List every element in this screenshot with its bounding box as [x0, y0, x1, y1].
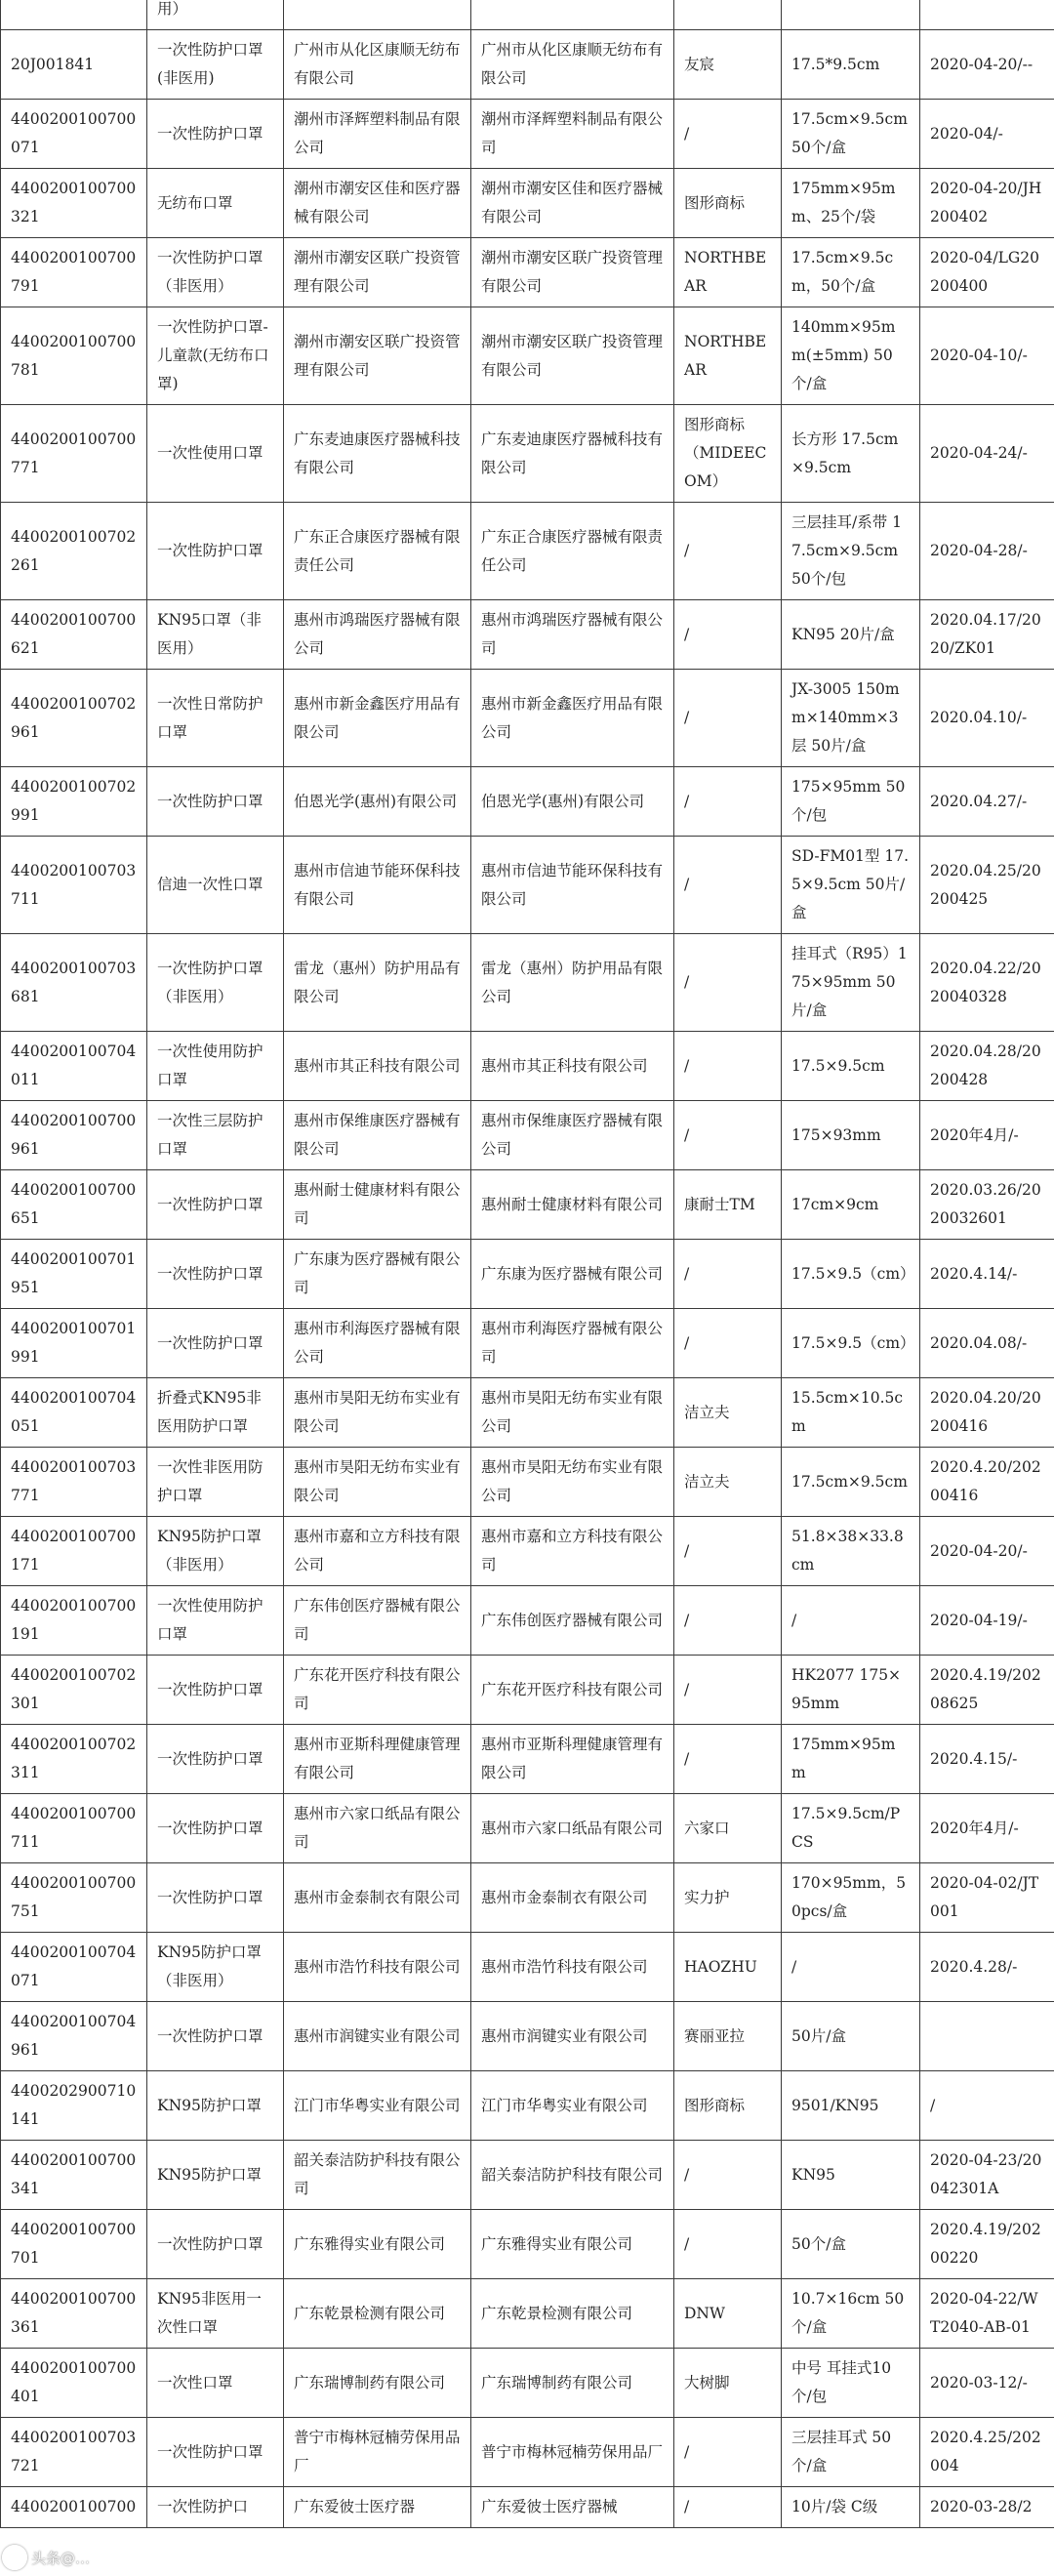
cell-manufacturer: 惠州耐士健康材料有限公司: [471, 1170, 674, 1240]
table-row: [1, 1378, 1054, 1448]
cell-specification: 10片/袋 C级: [782, 2487, 920, 2528]
cell-specification: 175mm×95mm: [782, 1725, 920, 1794]
cell-specification: 17.5cm×9.5cm: [782, 1448, 920, 1517]
cell-production-date-batch: 2020-04/LG20200400: [920, 238, 1054, 307]
cell-applicant: 广东正合康医疗器械有限责任公司: [284, 503, 471, 600]
cell-product-name: 一次性防护口罩: [147, 100, 284, 169]
table-row: [1, 1725, 1054, 1794]
table-row: [1, 169, 1054, 238]
cell-applicant: 惠州市金泰制衣有限公司: [284, 1863, 471, 1933]
cell-production-date-batch: 2020-04-23/20042301A: [920, 2141, 1054, 2210]
table-row: [1, 934, 1054, 1032]
cell-registration-number: 4400200100700361: [1, 2279, 147, 2349]
cell-registration-number: 4400200100700781: [1, 307, 147, 405]
cell-production-date-batch: 2020-03-28/2: [920, 2487, 1054, 2528]
cell-registration-number: 4400200100704071: [1, 1933, 147, 2002]
cell-applicant: 潮州市潮安区联广投资管理有限公司: [284, 238, 471, 307]
cell-trademark: /: [674, 503, 782, 600]
cell-specification: 中号 耳挂式10个/包: [782, 2349, 920, 2418]
cell-specification: 9501/KN95: [782, 2071, 920, 2141]
cell-trademark: /: [674, 934, 782, 1032]
cell-applicant: 惠州耐士健康材料有限公司: [284, 1170, 471, 1240]
cell-specification: 挂耳式（R95）175×95mm 50片/盒: [782, 934, 920, 1032]
cell-registration-number: 4400200100700: [1, 2487, 147, 2528]
cell-production-date-batch: 2020.4.15/-: [920, 1725, 1054, 1794]
cell-product-name: 一次性日常防护口罩: [147, 670, 284, 767]
cell-trademark: HAOZHU: [674, 1933, 782, 2002]
cell-production-date-batch: 2020-04/-: [920, 100, 1054, 169]
cell-manufacturer: 惠州市六家口纸品有限公司: [471, 1794, 674, 1863]
cell-product-name: 一次性防护口罩: [147, 1170, 284, 1240]
cell-registration-number: 4400200100700191: [1, 1586, 147, 1656]
cell-product-name: 信迪一次性口罩: [147, 837, 284, 934]
watermark: [2, 2543, 148, 2572]
cell-trademark: 六家口: [674, 1794, 782, 1863]
cell-applicant: 惠州市昊阳无纺布实业有限公司: [284, 1448, 471, 1517]
cell-specification: KN95 20片/盒: [782, 600, 920, 670]
table-row: [1, 1586, 1054, 1656]
cell-registration-number: 4400200100700341: [1, 2141, 147, 2210]
cell-manufacturer: 雷龙（惠州）防护用品有限公司: [471, 934, 674, 1032]
cell-applicant: 广东麦迪康医疗器械科技有限公司: [284, 405, 471, 503]
cell-registration-number: 4400200100700961: [1, 1101, 147, 1170]
cell-production-date-batch: 2020.04.20/20200416: [920, 1378, 1054, 1448]
cell-product-name: 一次性防护口罩(非医用): [147, 30, 284, 100]
cell-product-name: 一次性防护口罩: [147, 767, 284, 837]
cell-production-date-batch: 2020.4.19/20208625: [920, 1656, 1054, 1725]
cell-product-name: KN95防护口罩: [147, 2071, 284, 2141]
cell-production-date-batch: 2020-04-28/-: [920, 503, 1054, 600]
cell-production-date-batch: 2020-04-22/WT2040-AB-01: [920, 2279, 1054, 2349]
cell-specification: 175×95mm 50个/包: [782, 767, 920, 837]
cell-applicant: [284, 0, 471, 30]
cell-applicant: 惠州市六家口纸品有限公司: [284, 1794, 471, 1863]
cell-trademark: [674, 0, 782, 30]
cell-product-name: 一次性防护口罩: [147, 1725, 284, 1794]
cell-product-name: 一次性使用防护口罩: [147, 1586, 284, 1656]
cell-registration-number: 4400200100700621: [1, 600, 147, 670]
cell-product-name: 一次性防护口罩: [147, 503, 284, 600]
table-row: [1, 2487, 1054, 2528]
cell-trademark: 洁立夫: [674, 1448, 782, 1517]
cell-product-name: 一次性防护口罩: [147, 1309, 284, 1378]
cell-registration-number: 4400200100704961: [1, 2002, 147, 2071]
table-row: [1, 2418, 1054, 2487]
table-row: [1, 670, 1054, 767]
cell-production-date-batch: 2020年4月/-: [920, 1794, 1054, 1863]
cell-registration-number: 4400200100702961: [1, 670, 147, 767]
cell-manufacturer: 广州市从化区康顺无纺布有限公司: [471, 30, 674, 100]
cell-manufacturer: 江门市华粤实业有限公司: [471, 2071, 674, 2141]
cell-manufacturer: 惠州市亚斯科理健康管理有限公司: [471, 1725, 674, 1794]
cell-trademark: DNW: [674, 2279, 782, 2349]
cell-manufacturer: 广东正合康医疗器械有限责任公司: [471, 503, 674, 600]
cell-applicant: 雷龙（惠州）防护用品有限公司: [284, 934, 471, 1032]
table-row: [1, 503, 1054, 600]
cell-specification: 三层挂耳式 50个/盒: [782, 2418, 920, 2487]
cell-product-name: KN95防护口罩（非医用）: [147, 1517, 284, 1586]
table-row: [1, 767, 1054, 837]
cell-product-name: KN95防护口罩: [147, 2141, 284, 2210]
cell-trademark: 赛丽亚拉: [674, 2002, 782, 2071]
cell-trademark: /: [674, 1725, 782, 1794]
cell-specification: 17.5cm×9.5cm 50个/盒: [782, 100, 920, 169]
cell-applicant: 广东瑞博制药有限公司: [284, 2349, 471, 2418]
cell-registration-number: 4400200100700751: [1, 1863, 147, 1933]
cell-manufacturer: 潮州市潮安区佳和医疗器械有限公司: [471, 169, 674, 238]
table-row: [1, 1170, 1054, 1240]
cell-registration-number: 4400200100700711: [1, 1794, 147, 1863]
cell-product-name: 一次性防护口罩: [147, 2210, 284, 2279]
cell-manufacturer: 惠州市浩竹科技有限公司: [471, 1933, 674, 2002]
cell-manufacturer: 广东麦迪康医疗器械科技有限公司: [471, 405, 674, 503]
table-row: [1, 1101, 1054, 1170]
cell-specification: /: [782, 1586, 920, 1656]
cell-applicant: 惠州市昊阳无纺布实业有限公司: [284, 1378, 471, 1448]
table-row: [1, 1240, 1054, 1309]
cell-production-date-batch: 2020-04-24/-: [920, 405, 1054, 503]
cell-trademark: 大树脚: [674, 2349, 782, 2418]
cell-production-date-batch: [920, 2002, 1054, 2071]
cell-production-date-batch: 2020-04-02/JT001: [920, 1863, 1054, 1933]
cell-manufacturer: 广东花开医疗科技有限公司: [471, 1656, 674, 1725]
cell-applicant: 广东爱彼士医疗器: [284, 2487, 471, 2528]
table-row: [1, 1517, 1054, 1586]
cell-production-date-batch: 2020.4.25/202004: [920, 2418, 1054, 2487]
cell-production-date-batch: 2020.4.14/-: [920, 1240, 1054, 1309]
cell-product-name: 一次性三层防护口罩: [147, 1101, 284, 1170]
cell-applicant: 惠州市浩竹科技有限公司: [284, 1933, 471, 2002]
cell-manufacturer: 伯恩光学(惠州)有限公司: [471, 767, 674, 837]
cell-manufacturer: 惠州市其正科技有限公司: [471, 1032, 674, 1101]
cell-production-date-batch: 2020.04.27/-: [920, 767, 1054, 837]
cell-specification: SD-FM01型 17.5×9.5cm 50片/盒: [782, 837, 920, 934]
cell-applicant: 惠州市润键实业有限公司: [284, 2002, 471, 2071]
cell-applicant: 惠州市保维康医疗器械有限公司: [284, 1101, 471, 1170]
cell-trademark: 图形商标（MIDEECOM）: [674, 405, 782, 503]
cell-production-date-batch: 2020-04-20/--: [920, 30, 1054, 100]
cell-specification: 50个/盒: [782, 2210, 920, 2279]
cell-product-name: 一次性防护口罩-儿童款(无纺布口罩): [147, 307, 284, 405]
cell-applicant: 广东雅得实业有限公司: [284, 2210, 471, 2279]
cell-specification: 170×95mm，50pcs/盒: [782, 1863, 920, 1933]
cell-registration-number: 4400200100700701: [1, 2210, 147, 2279]
cell-applicant: 江门市华粤实业有限公司: [284, 2071, 471, 2141]
cell-trademark: /: [674, 670, 782, 767]
cell-registration-number: 4400200100703681: [1, 934, 147, 1032]
cell-trademark: /: [674, 1656, 782, 1725]
cell-production-date-batch: 2020-04-19/-: [920, 1586, 1054, 1656]
cell-specification: 17cm×9cm: [782, 1170, 920, 1240]
cell-manufacturer: 惠州市鸿瑞医疗器械有限公司: [471, 600, 674, 670]
cell-trademark: 实力护: [674, 1863, 782, 1933]
cell-product-name: 一次性防护口罩: [147, 1794, 284, 1863]
cell-registration-number: 4400200100702991: [1, 767, 147, 837]
table-row: [1, 2349, 1054, 2418]
cell-specification: [782, 0, 920, 30]
table-row: [1, 2071, 1054, 2141]
cell-product-name: KN95口罩（非医用）: [147, 600, 284, 670]
cell-production-date-batch: 2020.04.28/20200428: [920, 1032, 1054, 1101]
cell-applicant: 广东伟创医疗器械有限公司: [284, 1586, 471, 1656]
cell-manufacturer: 惠州市昊阳无纺布实业有限公司: [471, 1378, 674, 1448]
cell-trademark: /: [674, 1240, 782, 1309]
cell-product-name: 一次性非医用防护口罩: [147, 1448, 284, 1517]
cell-applicant: 韶关泰洁防护科技有限公司: [284, 2141, 471, 2210]
cell-product-name: 一次性防护口罩（非医用）: [147, 934, 284, 1032]
cell-registration-number: 4400200100700771: [1, 405, 147, 503]
cell-manufacturer: 广东康为医疗器械有限公司: [471, 1240, 674, 1309]
cell-registration-number: 4400200100704011: [1, 1032, 147, 1101]
cell-manufacturer: 韶关泰洁防护科技有限公司: [471, 2141, 674, 2210]
watermark-logo-icon: [2, 2545, 27, 2570]
cell-applicant: 潮州市潮安区佳和医疗器械有限公司: [284, 169, 471, 238]
cell-manufacturer: 惠州市昊阳无纺布实业有限公司: [471, 1448, 674, 1517]
cell-specification: 17.5×9.5cm/PCS: [782, 1794, 920, 1863]
cell-applicant: 广东乾景检测有限公司: [284, 2279, 471, 2349]
cell-trademark: 洁立夫: [674, 1378, 782, 1448]
cell-manufacturer: 潮州市潮安区联广投资管理有限公司: [471, 238, 674, 307]
cell-registration-number: 4400200100703771: [1, 1448, 147, 1517]
table-row: [1, 0, 1054, 30]
cell-applicant: 普宁市梅林冠楠劳保用品厂: [284, 2418, 471, 2487]
cell-specification: HK2077 175×95mm: [782, 1656, 920, 1725]
cell-applicant: 伯恩光学(惠州)有限公司: [284, 767, 471, 837]
cell-trademark: NORTHBEAR: [674, 238, 782, 307]
cell-trademark: 图形商标: [674, 2071, 782, 2141]
table-body: [1, 0, 1054, 2528]
table-row: [1, 1933, 1054, 2002]
cell-specification: 51.8×38×33.8cm: [782, 1517, 920, 1586]
cell-specification: 15.5cm×10.5cm: [782, 1378, 920, 1448]
cell-manufacturer: 普宁市梅林冠楠劳保用品厂: [471, 2418, 674, 2487]
cell-applicant: 潮州市潮安区联广投资管理有限公司: [284, 307, 471, 405]
cell-registration-number: 4400200100700791: [1, 238, 147, 307]
cell-specification: 17.5×9.5cm: [782, 1032, 920, 1101]
cell-product-name: KN95防护口罩（非医用）: [147, 1933, 284, 2002]
cell-specification: 175×93mm: [782, 1101, 920, 1170]
cell-registration-number: 4400200100702261: [1, 503, 147, 600]
cell-trademark: /: [674, 1101, 782, 1170]
cell-specification: 长方形 17.5cm×9.5cm: [782, 405, 920, 503]
table-row: [1, 238, 1054, 307]
cell-applicant: 惠州市利海医疗器械有限公司: [284, 1309, 471, 1378]
cell-product-name: 一次性防护口罩: [147, 1863, 284, 1933]
cell-manufacturer: 潮州市潮安区联广投资管理有限公司: [471, 307, 674, 405]
table-row: [1, 837, 1054, 934]
cell-applicant: 惠州市其正科技有限公司: [284, 1032, 471, 1101]
cell-registration-number: 4400200100700401: [1, 2349, 147, 2418]
cell-registration-number: 4400200100701991: [1, 1309, 147, 1378]
cell-trademark: /: [674, 1032, 782, 1101]
cell-production-date-batch: 2020.04.10/-: [920, 670, 1054, 767]
cell-applicant: 广东康为医疗器械有限公司: [284, 1240, 471, 1309]
cell-manufacturer: 惠州市保维康医疗器械有限公司: [471, 1101, 674, 1170]
cell-product-name: 一次性使用防护口罩: [147, 1032, 284, 1101]
table-row: [1, 307, 1054, 405]
cell-specification: 三层挂耳/系带 17.5cm×9.5cm 50个/包: [782, 503, 920, 600]
cell-registration-number: 4400200100700651: [1, 1170, 147, 1240]
cell-applicant: 惠州市新金鑫医疗用品有限公司: [284, 670, 471, 767]
cell-production-date-batch: 2020.03.26/2020032601: [920, 1170, 1054, 1240]
cell-production-date-batch: 2020-04-20/-: [920, 1517, 1054, 1586]
cell-trademark: /: [674, 1517, 782, 1586]
cell-production-date-batch: 2020.04.22/20200403​28: [920, 934, 1054, 1032]
cell-production-date-batch: 2020.4.28/-: [920, 1933, 1054, 2002]
cell-production-date-batch: 2020年4月/-: [920, 1101, 1054, 1170]
table-row: [1, 1309, 1054, 1378]
cell-trademark: /: [674, 2210, 782, 2279]
cell-registration-number: 4400200100700071: [1, 100, 147, 169]
cell-specification: JX-3005 150mm×140mm×3层 50片/盒: [782, 670, 920, 767]
cell-manufacturer: [471, 0, 674, 30]
cell-registration-number: 4400200100704051: [1, 1378, 147, 1448]
table-row: [1, 600, 1054, 670]
cell-specification: 17.5*9.5cm: [782, 30, 920, 100]
cell-manufacturer: 惠州市新金鑫医疗用品有限公司: [471, 670, 674, 767]
cell-registration-number: 4400200100700171: [1, 1517, 147, 1586]
cell-production-date-batch: 2020-04-10/-: [920, 307, 1054, 405]
cell-registration-number: 4400200100702311: [1, 1725, 147, 1794]
cell-specification: 17.5×9.5（cm）: [782, 1240, 920, 1309]
cell-trademark: NORTHBEAR: [674, 307, 782, 405]
table-row: [1, 2279, 1054, 2349]
cell-specification: 140mm×95mm(±5mm) 50个/盒: [782, 307, 920, 405]
cell-trademark: 康耐士TM: [674, 1170, 782, 1240]
cell-manufacturer: 惠州市信迪节能环保科技有限公司: [471, 837, 674, 934]
cell-production-date-batch: 2020.04.25/20200425: [920, 837, 1054, 934]
cell-applicant: 惠州市鸿瑞医疗器械有限公司: [284, 600, 471, 670]
cell-trademark: /: [674, 767, 782, 837]
cell-manufacturer: 广东伟创医疗器械有限公司: [471, 1586, 674, 1656]
cell-trademark: /: [674, 1586, 782, 1656]
table-row: [1, 100, 1054, 169]
cell-manufacturer: 广东乾景检测有限公司: [471, 2279, 674, 2349]
cell-product-name: 一次性防护口罩: [147, 1656, 284, 1725]
cell-applicant: 惠州市嘉和立方科技有限公司: [284, 1517, 471, 1586]
cell-trademark: /: [674, 100, 782, 169]
table-row: [1, 1794, 1054, 1863]
cell-trademark: /: [674, 2141, 782, 2210]
cell-specification: 17.5×9.5（cm）: [782, 1309, 920, 1378]
cell-applicant: 潮州市泽辉塑料制品有限公司: [284, 100, 471, 169]
cell-manufacturer: 惠州市嘉和立方科技有限公司: [471, 1517, 674, 1586]
cell-trademark: /: [674, 2487, 782, 2528]
cell-product-name: 无纺布口罩: [147, 169, 284, 238]
cell-manufacturer: 广东雅得实业有限公司: [471, 2210, 674, 2279]
cell-trademark: 友宸: [674, 30, 782, 100]
table-row: [1, 2141, 1054, 2210]
cell-manufacturer: 潮州市泽辉塑料制品有限公司: [471, 100, 674, 169]
table-row: [1, 30, 1054, 100]
watermark-text: 头条@…: [31, 2549, 91, 2567]
table-row: [1, 2002, 1054, 2071]
cell-registration-number: 4400200100703711: [1, 837, 147, 934]
table-row: [1, 1032, 1054, 1101]
cell-product-name: 一次性防护口罩（非医用）: [147, 238, 284, 307]
table-row: [1, 2210, 1054, 2279]
cell-product-name: 一次性使用口罩: [147, 405, 284, 503]
cell-production-date-batch: 2020.4.19/20200220: [920, 2210, 1054, 2279]
cell-product-name: 一次性防护口罩: [147, 1240, 284, 1309]
cell-specification: 17.5cm×9.5cm，50个/盒: [782, 238, 920, 307]
cell-product-name: 折叠式KN95非医用防护口罩: [147, 1378, 284, 1448]
cell-registration-number: 4400202900710141: [1, 2071, 147, 2141]
cell-product-name: 一次性口罩: [147, 2349, 284, 2418]
cell-specification: 10.7×16cm 50个/盒: [782, 2279, 920, 2349]
cell-production-date-batch: 2020-03-12/-: [920, 2349, 1054, 2418]
cell-trademark: /: [674, 600, 782, 670]
cell-applicant: 广州市从化区康顺无纺布有限公司: [284, 30, 471, 100]
cell-registration-number: 20J001841: [1, 30, 147, 100]
cell-registration-number: 4400200100703721: [1, 2418, 147, 2487]
cell-manufacturer: 广东爱彼士医疗器械: [471, 2487, 674, 2528]
cell-specification: 175mm×95mm、25个/袋: [782, 169, 920, 238]
cell-product-name: KN95非医用一次性口罩: [147, 2279, 284, 2349]
cell-production-date-batch: 2020-04-20/JH200402: [920, 169, 1054, 238]
cell-registration-number: 4400200100701951: [1, 1240, 147, 1309]
table-row: [1, 405, 1054, 503]
cell-trademark: /: [674, 837, 782, 934]
cell-manufacturer: 惠州市金泰制衣有限公司: [471, 1863, 674, 1933]
table-row: [1, 1448, 1054, 1517]
cell-production-date-batch: 2020.04.17/2020/ZK01: [920, 600, 1054, 670]
cell-specification: KN95: [782, 2141, 920, 2210]
cell-product-name: 用）: [147, 0, 284, 30]
table-row: [1, 1656, 1054, 1725]
cell-trademark: 图形商标: [674, 169, 782, 238]
cell-product-name: 一次性防护口: [147, 2487, 284, 2528]
cell-specification: /: [782, 1933, 920, 2002]
table-row: [1, 1863, 1054, 1933]
cell-manufacturer: 惠州市利海医疗器械有限公司: [471, 1309, 674, 1378]
cell-registration-number: 4400200100700321: [1, 169, 147, 238]
cell-applicant: 广东花开医疗科技有限公司: [284, 1656, 471, 1725]
cell-applicant: 惠州市亚斯科理健康管理有限公司: [284, 1725, 471, 1794]
cell-production-date-batch: [920, 0, 1054, 30]
cell-production-date-batch: 2020.04.08/-: [920, 1309, 1054, 1378]
cell-manufacturer: 广东瑞博制药有限公司: [471, 2349, 674, 2418]
cell-registration-number: [1, 0, 147, 30]
cell-production-date-batch: 2020.4.20/20200416: [920, 1448, 1054, 1517]
cell-trademark: /: [674, 1309, 782, 1378]
cell-production-date-batch: /: [920, 2071, 1054, 2141]
cell-applicant: 惠州市信迪节能环保科技有限公司: [284, 837, 471, 934]
cell-trademark: /: [674, 2418, 782, 2487]
cell-product-name: 一次性防护口罩: [147, 2002, 284, 2071]
cell-product-name: 一次性防护口罩: [147, 2418, 284, 2487]
cell-registration-number: 4400200100702301: [1, 1656, 147, 1725]
cell-specification: 50片/盒: [782, 2002, 920, 2071]
cell-manufacturer: 惠州市润键实业有限公司: [471, 2002, 674, 2071]
